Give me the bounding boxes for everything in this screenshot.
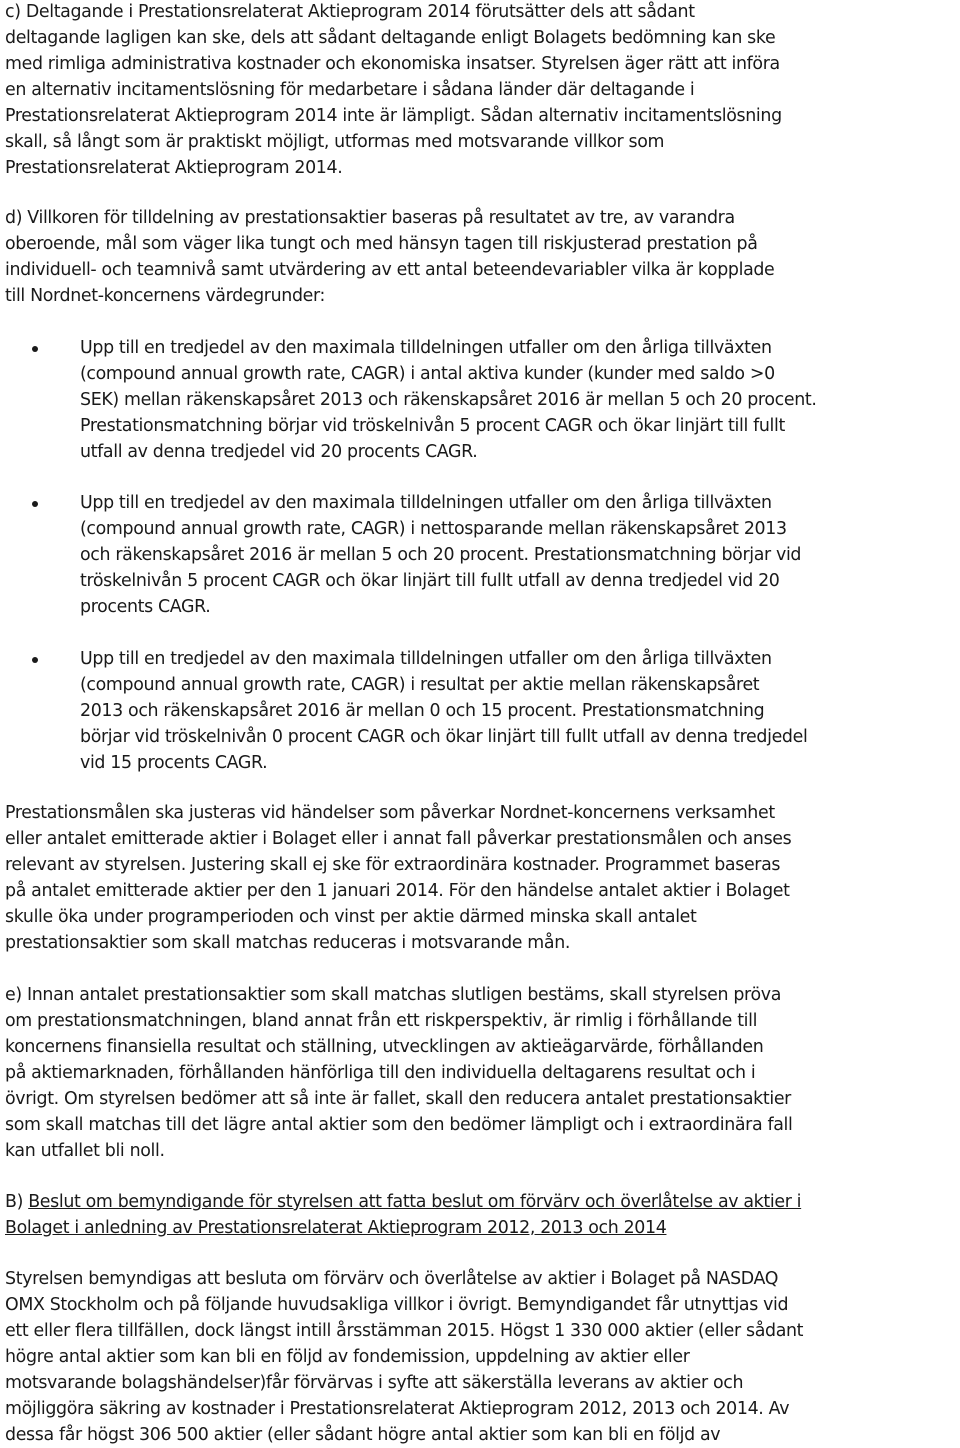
paragraph-line: på aktiemarknaden, förhållanden hänförliga till den individuella deltagarens resultat och i <box>5 1063 756 1083</box>
heading-title: Beslut om bemyndigande för styrelsen att fatta beslut om förvärv och överlåtelse av aktier i <box>28 1192 802 1212</box>
paragraph-line: som skall matchas till det lägre antal aktier som den bedömer lämpligt och i extraordinära fall <box>5 1115 793 1135</box>
paragraph-line: med rimliga administrativa kostnader och ekonomiska insatser. Styrelsen äger rätt att införa <box>5 54 780 74</box>
list-item-line: vid 15 procents CAGR. <box>80 753 268 773</box>
paragraph-line: eller antalet emitterade aktier i Bolaget eller i annat fall påverkar prestationsmålen och anses <box>5 829 792 849</box>
list-item-line: procents CAGR. <box>80 597 211 617</box>
paragraph-line: Styrelsen bemyndigas att besluta om förvärv och överlåtelse av aktier i Bolaget på NASDAQ <box>5 1269 779 1289</box>
heading-title: Bolaget i anledning av Prestationsrelaterat Aktieprogram 2012, 2013 och 2014 <box>5 1218 667 1238</box>
paragraph-line: e) Innan antalet prestationsaktier som skall matchas slutligen bestäms, skall styrelsen pröva <box>5 985 781 1005</box>
paragraph-line: motsvarande bolagshändelser)får förvärvas i syfte att säkerställa leverans av aktier och <box>5 1373 744 1393</box>
heading-line <box>5 1189 801 1215</box>
paragraph-line: på antalet emitterade aktier per den 1 januari 2014. För den händelse antalet aktier i Bolaget <box>5 881 790 901</box>
list-item-line: tröskelnivån 5 procent CAGR och ökar linjärt till fullt utfall av denna tredjedel vid 20 <box>80 571 780 591</box>
paragraph-line: c) Deltagande i Prestationsrelaterat Aktieprogram 2014 förutsätter dels att sådant <box>5 2 695 22</box>
heading-line <box>5 1215 801 1241</box>
paragraph-line: dessa får högst 306 500 aktier (eller sådant högre antal aktier som kan bli en följd av <box>5 1425 721 1445</box>
paragraph-line: koncernens finansiella resultat och ställning, utvecklingen av aktieägarvärde, förhållanden <box>5 1037 764 1057</box>
paragraph-line: Prestationsrelaterat Aktieprogram 2014 inte är lämpligt. Sådan alternativ incitamentslösning <box>5 106 782 126</box>
bullet-icon <box>32 657 38 663</box>
paragraph-b-body <box>5 1266 803 1448</box>
paragraph-line: OMX Stockholm och på följande huvudsakliga villkor i övrigt. Bemyndigandet får utnyttjas vid <box>5 1295 789 1315</box>
list-item-line: och räkenskapsåret 2016 är mellan 5 och 20 procent. Prestationsmatchning börjar vid <box>80 545 802 565</box>
paragraph-line: prestationsaktier som skall matchas reduceras i motsvarande mån. <box>5 933 571 953</box>
paragraph-line: högre antal aktier som kan bli en följd av fondemission, uppdelning av aktier eller <box>5 1347 690 1367</box>
list-item-line: Prestationsmatchning börjar vid tröskelnivån 5 procent CAGR och ökar linjärt till fullt <box>80 416 785 436</box>
list-item-line: 2013 och räkenskapsåret 2016 är mellan 0 och 15 procent. Prestationsmatchning <box>80 701 765 721</box>
list-item-line: SEK) mellan räkenskapsåret 2013 och räkenskapsåret 2016 är mellan 5 och 20 procent. <box>80 390 817 410</box>
paragraph-line: till Nordnet-koncernens värdegrunder: <box>5 286 325 306</box>
list-item <box>5 646 807 776</box>
heading-prefix: B) <box>5 1192 29 1212</box>
paragraph-line: d) Villkoren för tilldelning av prestationsaktier baseras på resultatet av tre, av varandra <box>5 208 735 228</box>
bullet-icon <box>32 346 38 352</box>
section-heading-b <box>5 1189 801 1241</box>
paragraph-line: skulle öka under programperioden och vinst per aktie därmed minska skall antalet <box>5 907 697 927</box>
paragraph-line: ett eller flera tillfällen, dock längst intill årsstämman 2015. Högst 1 330 000 aktier (eller sådant <box>5 1321 804 1341</box>
list-item-line: (compound annual growth rate, CAGR) i resultat per aktie mellan räkenskapsåret <box>80 675 760 695</box>
paragraph-line: möjliggöra säkring av kostnader i Prestationsrelaterat Aktieprogram 2012, 2013 och 2014. Av <box>5 1399 790 1419</box>
paragraph-c <box>5 0 782 181</box>
paragraph-line: oberoende, mål som väger lika tungt och med hänsyn tagen till riskjusterad prestation på <box>5 234 758 254</box>
list-item-line: (compound annual growth rate, CAGR) i antal aktiva kunder (kunder med saldo >0 <box>80 364 775 384</box>
paragraph-line: skall, så långt som är praktiskt möjligt, utformas med motsvarande villkor som <box>5 132 665 152</box>
paragraph-line: relevant av styrelsen. Justering skall ej ske för extraordinära kostnader. Programmet baseras <box>5 855 781 875</box>
list-item <box>5 490 801 620</box>
list-item-line: Upp till en tredjedel av den maximala tilldelningen utfaller om den årliga tillväxten <box>80 649 772 669</box>
paragraph-adjustment <box>5 800 791 956</box>
list-item <box>5 335 817 465</box>
paragraph-d <box>5 205 774 309</box>
list-item-line: Upp till en tredjedel av den maximala tilldelningen utfaller om den årliga tillväxten <box>80 493 772 513</box>
paragraph-line: individuell- och teamnivå samt utvärdering av ett antal beteendevariabler vilka är kopplade <box>5 260 775 280</box>
paragraph-line: övrigt. Om styrelsen bedömer att så inte är fallet, skall den reducera antalet prestationsaktier <box>5 1089 791 1109</box>
paragraph-line: en alternativ incitamentslösning för medarbetare i sådana länder där deltagande i <box>5 80 695 100</box>
paragraph-e <box>5 982 793 1164</box>
paragraph-line: Prestationsmålen ska justeras vid händelser som påverkar Nordnet-koncernens verksamhet <box>5 803 775 823</box>
paragraph-line: deltagande lagligen kan ske, dels att sådant deltagande enligt Bolagets bedömning kan ske <box>5 28 776 48</box>
paragraph-line: Prestationsrelaterat Aktieprogram 2014. <box>5 158 343 178</box>
list-item-line: utfall av denna tredjedel vid 20 procents CAGR. <box>80 442 478 462</box>
paragraph-line: om prestationsmatchningen, bland annat från ett riskperspektiv, är rimlig i förhållande till <box>5 1011 758 1031</box>
paragraph-line: kan utfallet bli noll. <box>5 1141 165 1161</box>
list-item-line: (compound annual growth rate, CAGR) i nettosparande mellan räkenskapsåret 2013 <box>80 519 787 539</box>
list-item-line: börjar vid tröskelnivån 0 procent CAGR och ökar linjärt till fullt utfall av denna tredjedel <box>80 727 808 747</box>
list-item-line: Upp till en tredjedel av den maximala tilldelningen utfaller om den årliga tillväxten <box>80 338 772 358</box>
bullet-icon <box>32 501 38 507</box>
